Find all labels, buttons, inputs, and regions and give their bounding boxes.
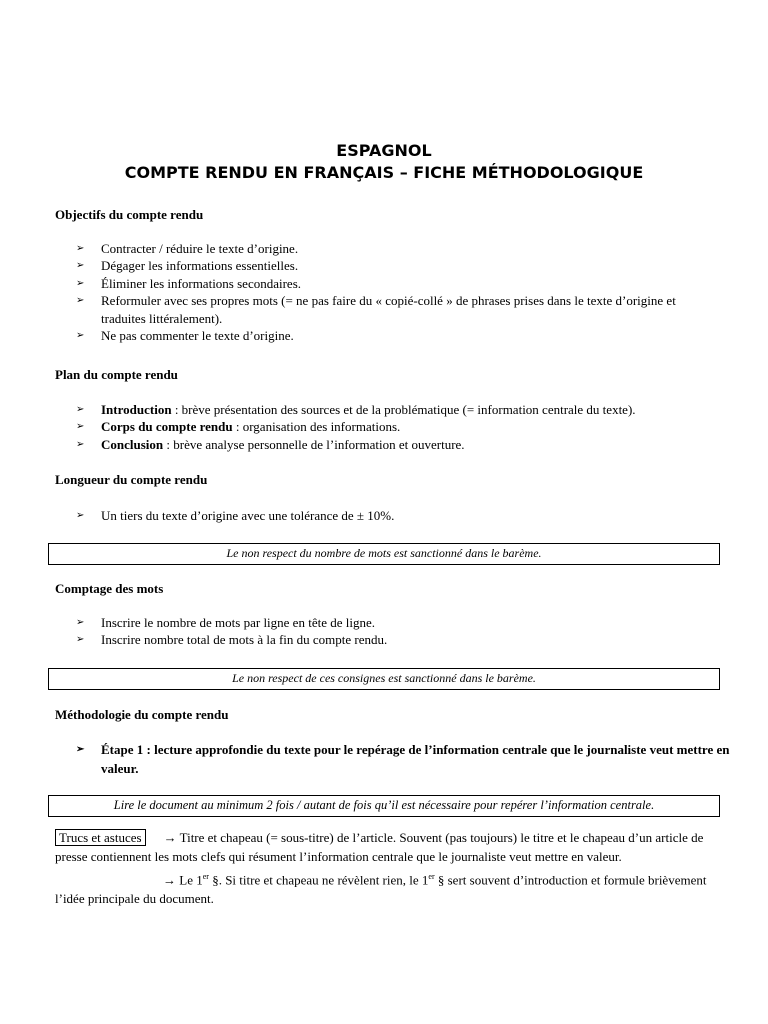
list-item: ➢ Inscrire le nombre de mots par ligne en tête de ligne. [76, 615, 375, 630]
list-plan [76, 401, 736, 453]
list-item: ➢ Reformuler avec ses propres mots (= ne pas faire du « copié-collé » de phrases prises dans le texte d’origine et traduites littéralement). [76, 293, 676, 326]
title-main: COMPTE RENDU EN FRANÇAIS – FICHE MÉTHODOLOGIQUE [124, 163, 644, 182]
list-item: ➢ Un tiers du texte d’origine avec une tolérance de ± 10%. [76, 508, 395, 523]
note-box-methodologie: Lire le document au minimum 2 fois / autant de fois qu’il est nécessaire pour repérer l’information centrale. [48, 795, 720, 817]
list-item: ➢ Éliminer les informations secondaires. [76, 275, 302, 291]
note-box-longueur: Le non respect du nombre de mots est sanctionné dans le barème. [48, 543, 720, 565]
list-objectifs [76, 240, 696, 344]
arrow-bullet-icon: ➢ [76, 421, 85, 433]
heading-methodologie: Méthodologie du compte rendu [55, 707, 229, 722]
heading-longueur: Longueur du compte rendu [55, 472, 208, 487]
heading-objectifs: Objectifs du compte rendu [55, 207, 204, 222]
arrow-bullet-icon: ➢ [76, 617, 85, 628]
heading-comptage: Comptage des mots [55, 581, 164, 596]
list-longueur [76, 507, 696, 524]
list-item: ➢ Introduction : brève présentation des sources et de la problématique (= information centrale du texte). [76, 402, 636, 417]
trucs-section [55, 829, 725, 908]
trucs-paragraph-2: → Le 1er §. Si titre et chapeau ne révèlent rien, le 1er § sert souvent d’introduction et formule brièvement l’idée principale du document. [55, 872, 707, 906]
list-comptage [76, 614, 696, 649]
list-item: ➢ Corps du compte rendu : organisation des informations. [76, 419, 401, 435]
arrow-bullet-icon: ➢ [76, 277, 85, 289]
arrow-bullet-icon: ➢ [76, 438, 85, 450]
trucs-paragraph-1: Trucs et astuces → Titre et chapeau (= sous-titre) de l’article. Souvent (pas toujours) le titre et le chapeau d’un article de presse contiennent les mots clefs qui résument l’information centrale que le journaliste veut mettre en valeur. [55, 830, 704, 864]
trucs-label: Trucs et astuces [55, 829, 146, 846]
arrow-bullet-icon: ➢ [76, 295, 85, 307]
title-subject: ESPAGNOL [336, 141, 432, 160]
note-box-comptage: Le non respect de ces consignes est sanctionné dans le barème. [48, 668, 720, 690]
document-title [0, 140, 768, 184]
arrow-bullet-icon: ➢ [76, 510, 85, 521]
heading-plan: Plan du compte rendu [55, 367, 178, 382]
list-item: ➢ Conclusion : brève analyse personnelle de l’information et ouverture. [76, 436, 465, 452]
etape-1-text: Étape 1 : lecture approfondie du texte pour le repérage de l’information centrale que le journaliste veut mettre en valeur. [101, 742, 730, 776]
arrow-bullet-icon: ➢ [76, 243, 85, 254]
arrow-bullet-icon: ➢ [76, 404, 85, 415]
etape-1 [76, 740, 736, 778]
arrow-bullet-icon: ➢ [76, 634, 85, 646]
list-item: ➢ Ne pas commenter le texte d’origine. [76, 328, 294, 344]
arrow-bullet-icon: ➢ [76, 330, 85, 342]
arrow-bullet-icon: ➢ [76, 744, 85, 755]
list-item: ➢ Inscrire nombre total de mots à la fin du compte rendu. [76, 632, 388, 648]
list-item: ➢ Contracter / réduire le texte d’origine. [76, 241, 299, 256]
arrow-bullet-icon: ➢ [76, 260, 85, 272]
list-item: ➢ Dégager les informations essentielles. [76, 258, 299, 274]
